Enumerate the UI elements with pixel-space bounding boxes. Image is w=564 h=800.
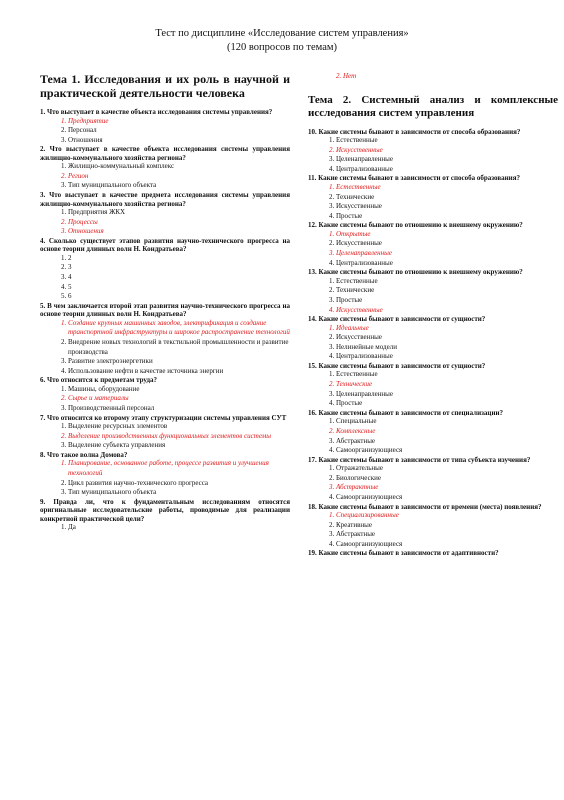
answer-option: 4. Простые: [336, 399, 558, 409]
answer-list: [308, 183, 558, 221]
answer-option: 1. Естественные: [336, 370, 558, 380]
answer-option: 4. Использование нефти в качестве источника энергии: [68, 367, 290, 377]
question-block: [308, 128, 558, 175]
answer-option: 2. 3: [68, 263, 290, 273]
answer-option: 3. Выделение субъекта управления: [68, 441, 290, 451]
correct-answer: 1. Специализированные: [336, 511, 558, 521]
answer-option: 2. Искусственные: [336, 239, 558, 249]
correct-answer: 1. Открытые: [336, 230, 558, 240]
question-text: 9. Правда ли, что к фундаментальным исследованиям относятся оригинальные исследовательские работы, проводимые для реализации конкретной практической цели?: [40, 497, 290, 523]
question-text: 7. Что относится ко второму этапу структуризации системы управления СУТ: [40, 413, 287, 422]
question-block: [308, 268, 558, 315]
question-block: [308, 221, 558, 268]
answer-list: [308, 136, 558, 174]
correct-answer: 1. Планирование, основанное работе, процессе развития и улучшения технологий: [68, 459, 290, 478]
left-column: [40, 72, 290, 533]
answer-option: 1. Жилищно-коммунальный комплекс: [68, 162, 290, 172]
answer-option: 3. Простые: [336, 296, 558, 306]
answer-option: 1. Отражательные: [336, 464, 558, 474]
correct-answer: 2. Процессы: [68, 218, 290, 228]
question-text: 16. Какие системы бывают в зависимости от специализации?: [308, 408, 504, 417]
answer-option: 2. Искусственные: [336, 333, 558, 343]
answer-option: 3. Тип муниципального объекта: [68, 488, 290, 498]
question-block: [40, 451, 290, 498]
answer-option: 4. Централизованные: [336, 352, 558, 362]
question-block: [308, 362, 558, 409]
question-block: [308, 456, 558, 503]
answer-option: 3. Абстрактные: [336, 530, 558, 540]
answer-list: [308, 417, 558, 455]
topic-heading: Тема 1. Исследования и их роль в научной и практической деятельности человека: [40, 72, 290, 100]
question-text: 19. Какие системы бывают в зависимости от адаптивности?: [308, 549, 499, 558]
answer-list: [40, 319, 290, 377]
correct-answer: 3. Отношения: [68, 227, 290, 237]
question-block: [308, 174, 558, 221]
answer-option: 4. Самоорганизующиеся: [336, 493, 558, 503]
question-block: [40, 376, 290, 413]
correct-answer: 2. Технические: [336, 380, 558, 390]
correct-answer: 2. Выделение производственных функциональных элементов системы: [68, 432, 290, 442]
right-column: [308, 72, 558, 558]
answer-option: 2. Персонал: [68, 126, 290, 136]
answer-option: 3. Абстрактные: [336, 437, 558, 447]
answer-option: 1. Предприятия ЖКХ: [68, 208, 290, 218]
document-subtitle: (120 вопросов по темам): [227, 42, 337, 53]
answer-option: 2. Технические: [336, 193, 558, 203]
question-block: [40, 108, 290, 145]
question-list: [308, 128, 558, 558]
question-text: 10. Какие системы бывают в зависимости от способа образования?: [308, 127, 521, 136]
answer-option: 1. 2: [68, 254, 290, 264]
answer-option: 2. Биологические: [336, 474, 558, 484]
answer-list: [40, 254, 290, 302]
answer-option: 3. Искусственные: [336, 202, 558, 212]
answer-list: [40, 117, 290, 146]
answer-list: [308, 277, 558, 315]
answer-option: 3. Развитие электроэнергетики: [68, 357, 290, 367]
question-block: [308, 315, 558, 362]
answer-option: 2. Внедрение новых технологий в текстильной промышленности и развитие производства: [68, 338, 290, 357]
carry-over-answer: 2. Нет: [336, 72, 357, 80]
answer-option: 1. Естественные: [336, 136, 558, 146]
correct-answer: 2. Комплексные: [336, 427, 558, 437]
document-title: Тест по дисциплине «Исследование систем управления»: [155, 28, 409, 39]
question-text: 12. Какие системы бывают по отношению к внешнему окружению?: [308, 221, 523, 230]
question-text: 15. Какие системы бывают в зависимости от сущности?: [308, 361, 486, 370]
correct-answer: 1. Предприятие: [68, 117, 290, 127]
question-block: [308, 549, 558, 558]
question-text: 14. Какие системы бывают в зависимости от сущности?: [308, 315, 486, 324]
answer-list: [40, 422, 290, 451]
correct-answer: 1. Естественные: [336, 183, 558, 193]
question-block: [40, 414, 290, 451]
question-text: 4. Сколько существует этапов развития научно-технического прогресса на основе теории длинных волн Н. Кондратьева?: [40, 236, 290, 254]
answer-option: 4. 5: [68, 283, 290, 293]
answer-option: 3. Целенаправленные: [336, 155, 558, 165]
answer-option: 3. Отношения: [68, 136, 290, 146]
answer-option: 4. Простые: [336, 212, 558, 222]
question-text: 8. Что такое волна Домова?: [40, 450, 128, 459]
answer-option: 1. Естественные: [336, 277, 558, 287]
answer-option: 4. Самоорганизующиеся: [336, 540, 558, 550]
correct-answer: 1. Идеальные: [336, 324, 558, 334]
correct-answer: 2. Искусственные: [336, 146, 558, 156]
answer-option: 3. Производственный персонал: [68, 404, 290, 414]
question-text: 5. В чем заключается второй этап развития научно-технического прогресса на основе теории длинных волн Н. Кондратьева?: [40, 301, 290, 319]
answer-list: [40, 162, 290, 191]
answer-option: 1. Выделение ресурсных элементов: [68, 422, 290, 432]
answer-list: [308, 511, 558, 549]
question-block: [308, 503, 558, 550]
question-text: 2. Что выступает в качестве объекта исследования системы управления жилищно-коммунального хозяйства региона?: [40, 145, 290, 162]
question-text: 6. Что относится к предметам труда?: [40, 376, 158, 385]
correct-answer: 3. Целенаправленные: [336, 249, 558, 259]
answer-option: 4. Самоорганизующиеся: [336, 446, 558, 456]
answer-list: [308, 324, 558, 362]
question-text: 3. Что выступает в качестве предмета исследования системы управления жилищно-коммунального хозяйства региона?: [40, 191, 290, 208]
correct-answer: 2. Регион: [68, 172, 290, 182]
answer-list: [308, 230, 558, 268]
question-text: 11. Какие системы бывают в зависимости от способа образования?: [308, 174, 521, 183]
answer-option: 5. 6: [68, 292, 290, 302]
answer-option: 1. Машины, оборудование: [68, 385, 290, 395]
answer-option: 3. Нелинейные модели: [336, 343, 558, 353]
answer-list: [40, 385, 290, 414]
answer-option: 3. Тип муниципального объекта: [68, 181, 290, 191]
question-block: [40, 498, 290, 533]
question-text: 1. Что выступает в качестве объекта исследования системы управления?: [40, 108, 273, 116]
answer-option: 2. Цикл развития научно-технического прогресса: [68, 479, 290, 489]
question-block: [40, 145, 290, 191]
question-block: [40, 191, 290, 237]
answer-option: 3. Целенаправленные: [336, 390, 558, 400]
answer-list: [40, 208, 290, 237]
answer-option: 1. Да: [68, 523, 290, 533]
correct-answer: 3. Абстрактные: [336, 483, 558, 493]
answer-option: 1. Специальные: [336, 417, 558, 427]
correct-answer: 2. Сырье и материалы: [68, 394, 290, 404]
answer-option: 4. Централизованные: [336, 259, 558, 269]
answer-option: 4. Централизованные: [336, 165, 558, 175]
answer-option: 2. Креативные: [336, 521, 558, 531]
correct-answer: 1. Создание крупных машинных заводов, электрификация и создание транспортной инфраструктуры и широкое распространение технологий: [68, 319, 290, 338]
answer-list: [40, 459, 290, 497]
question-block: [40, 237, 290, 302]
answer-option: 2. Технические: [336, 286, 558, 296]
correct-answer: 4. Искусственные: [336, 306, 558, 316]
question-text: 17. Какие системы бывают в зависимости от типа субъекта изучения?: [308, 455, 531, 464]
question-text: 18. Какие системы бывают в зависимости от времени (места) появления?: [308, 502, 542, 511]
answer-list: [308, 464, 558, 502]
answer-list: [308, 370, 558, 408]
question-text: 13. Какие системы бывают по отношению к внешнему окружению?: [308, 268, 523, 277]
question-block: [40, 302, 290, 377]
question-list: [40, 108, 290, 533]
question-block: [308, 409, 558, 456]
topic-heading: Тема 2. Системный анализ и комплексные исследования систем управления: [308, 93, 558, 119]
answer-option: 3. 4: [68, 273, 290, 283]
document-header: [0, 27, 564, 55]
answer-list: [40, 523, 290, 533]
